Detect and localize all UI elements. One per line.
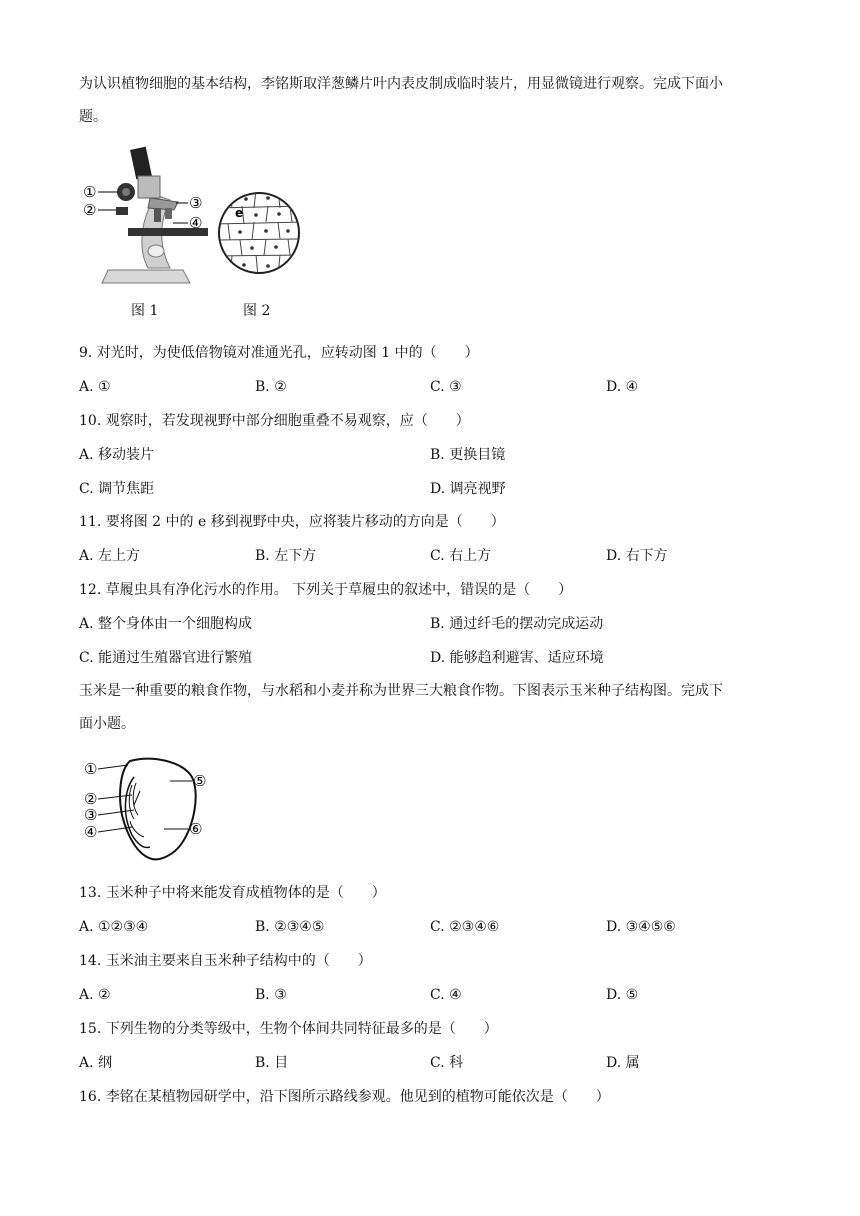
question-10-option-a[interactable]: A. 移动装片 [79, 447, 155, 463]
question-11-option-a[interactable]: A. 左上方 [79, 548, 141, 564]
question-11-stem: 11. 要将图 2 中的 e 移到视野中央，应将装片移动的方向是（ ） [79, 514, 505, 530]
question-14-option-a[interactable]: A. ② [79, 987, 111, 1003]
microscope-label-3: ③ [189, 194, 203, 212]
intro-microscope-line2: 题。 [79, 109, 107, 125]
figure2-caption: 图 2 [243, 303, 271, 319]
question-14-option-d[interactable]: D. ⑤ [606, 987, 639, 1003]
microscope-figure [78, 140, 213, 290]
microscope-label-2: ② [83, 201, 97, 219]
question-15-option-a[interactable]: A. 纲 [79, 1055, 113, 1071]
question-11-option-b[interactable]: B. 左下方 [255, 548, 317, 564]
question-13-option-d[interactable]: D. ③④⑤⑥ [606, 919, 676, 935]
question-14-option-b[interactable]: B. ③ [255, 987, 287, 1003]
seed-label-4: ④ [84, 823, 98, 841]
question-10-option-d[interactable]: D. 调亮视野 [430, 481, 506, 497]
question-14-option-c[interactable]: C. ④ [430, 987, 462, 1003]
question-13-stem: 13. 玉米种子中将来能发育成植物体的是（ ） [79, 885, 386, 901]
microscope-label-1: ① [83, 183, 97, 201]
question-9-option-a[interactable]: A. ① [79, 379, 111, 395]
question-15-option-d[interactable]: D. 属 [606, 1055, 640, 1071]
question-12-option-b[interactable]: B. 通过纤毛的摆动完成运动 [430, 616, 604, 632]
microscope-label-4: ④ [189, 214, 203, 232]
question-13-option-b[interactable]: B. ②③④⑤ [255, 919, 325, 935]
question-10-option-b[interactable]: B. 更换目镜 [430, 447, 506, 463]
question-13-option-a[interactable]: A. ①②③④ [79, 919, 149, 935]
question-13-option-c[interactable]: C. ②③④⑥ [430, 919, 500, 935]
seed-label-2: ② [84, 790, 98, 808]
intro-corn-line2: 面小题。 [79, 716, 135, 732]
question-9-stem: 9. 对光时，为使低倍物镜对准通光孔，应转动图 1 中的（ ） [79, 345, 479, 361]
question-12-option-c[interactable]: C. 能通过生殖器官进行繁殖 [79, 650, 253, 666]
seed-label-1: ① [84, 760, 98, 778]
question-9-option-d[interactable]: D. ④ [606, 379, 639, 395]
question-9-option-c[interactable]: C. ③ [430, 379, 462, 395]
question-10-stem: 10. 观察时，若发现视野中部分细胞重叠不易观察，应（ ） [79, 413, 470, 429]
seed-label-5: ⑤ [193, 772, 207, 790]
question-15-option-c[interactable]: C. 科 [430, 1055, 464, 1071]
question-10-option-c[interactable]: C. 调节焦距 [79, 481, 155, 497]
question-12-stem: 12. 草履虫具有净化污水的作用。 下列关于草履虫的叙述中，错误的是（ ） [79, 582, 573, 598]
question-15-option-b[interactable]: B. 目 [255, 1055, 289, 1071]
intro-corn-line1: 玉米是一种重要的粮食作物，与水稻和小麦并称为世界三大粮食作物。下图表示玉米种子结构图。完成下 [79, 683, 723, 699]
question-11-option-d[interactable]: D. 右下方 [606, 548, 668, 564]
question-16-stem: 16. 李铭在某植物园研学中，沿下图所示路线参观。他见到的植物可能依次是（ ） [79, 1089, 610, 1105]
corn-seed-figure [82, 755, 217, 867]
question-12-option-d[interactable]: D. 能够趋利避害、适应环境 [430, 650, 604, 666]
question-11-option-c[interactable]: C. 右上方 [430, 548, 492, 564]
seed-label-6: ⑥ [189, 820, 203, 838]
cell-view-figure [216, 190, 302, 276]
question-14-stem: 14. 玉米油主要来自玉米种子结构中的（ ） [79, 953, 372, 969]
cell-label-e: e [235, 206, 244, 220]
intro-microscope-line1: 为认识植物细胞的基本结构，李铭斯取洋葱鳞片叶内表皮制成临时装片，用显微镜进行观察。完成下面小 [79, 76, 723, 92]
figure1-caption: 图 1 [131, 303, 159, 319]
question-9-option-b[interactable]: B. ② [255, 379, 287, 395]
question-12-option-a[interactable]: A. 整个身体由一个细胞构成 [79, 616, 253, 632]
question-15-stem: 15. 下列生物的分类等级中，生物个体间共同特征最多的是（ ） [79, 1021, 498, 1037]
seed-label-3: ③ [84, 806, 98, 824]
